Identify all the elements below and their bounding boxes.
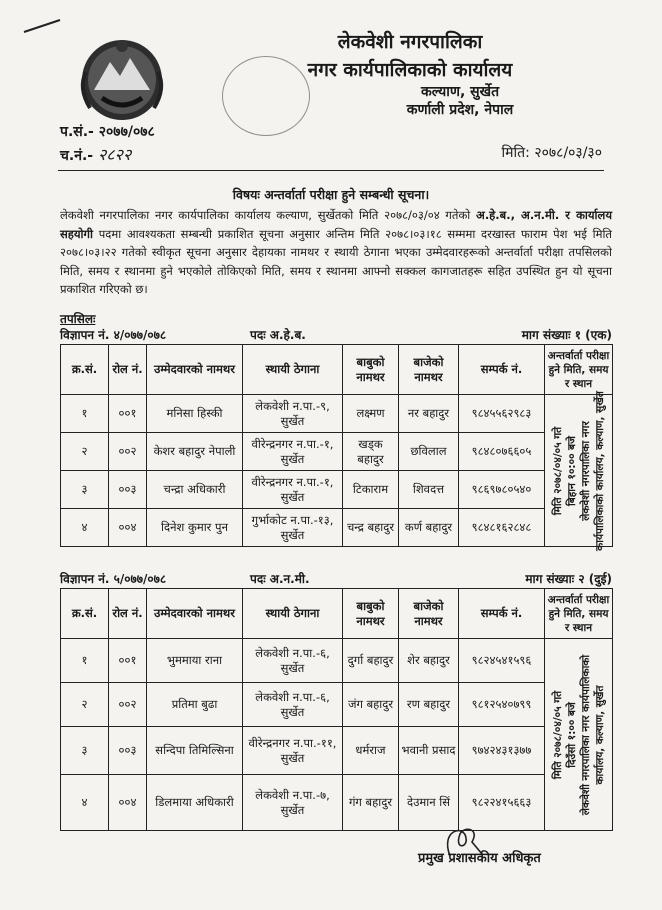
cell-address: वीरेन्द्रनगर न.पा.-११, सुर्खेत	[243, 727, 343, 775]
col-father: बाबुको नामथर	[343, 345, 399, 395]
interview-details	[551, 391, 607, 551]
cell-name: चन्द्रा अधिकारी	[147, 471, 243, 509]
cell-grandfather: शिवदत्त	[399, 471, 459, 509]
dispatch-label: च.नं.-	[60, 148, 94, 164]
advert-number: विज्ञापन नं. ५/०७७/०७८	[60, 572, 167, 586]
post-name: पदः अ.न.मी.	[250, 572, 310, 586]
cell-sn: २	[61, 683, 109, 727]
cell-name: प्रतिमा बुढा	[147, 683, 243, 727]
col-sn: क्र.सं.	[61, 589, 109, 639]
col-sn: क्र.सं.	[61, 345, 109, 395]
cell-roll: ००३	[109, 471, 147, 509]
interview-venue-1: लेकवेशी नगरपालिका नगर कार्यपालिकाको	[579, 654, 592, 815]
advert-row-2	[60, 570, 612, 586]
cell-phone: ९८४८१६२८४८	[459, 509, 545, 547]
office-stamp-icon	[222, 56, 310, 136]
col-roll: रोल नं.	[109, 345, 147, 395]
cell-grandfather: नर बहादुर	[399, 395, 459, 433]
interview-venue-2: कार्यपालिकाको कार्यालय, कल्याण, सुर्खेत	[593, 390, 606, 551]
interview-time: दिउँसो १:०० बजे	[565, 701, 578, 768]
cell-name: मनिसा हिस्की	[147, 395, 243, 433]
interview-time: बिहान १०:०० बजे	[565, 435, 578, 506]
municipality-name: लेकवेशी नगरपालिका	[337, 31, 483, 53]
cell-name: भुममाया राना	[147, 639, 243, 683]
cell-father: टिकाराम	[343, 471, 399, 509]
cell-address: वीरेन्द्रनगर न.पा.-१, सुर्खेत	[243, 433, 343, 471]
cell-sn: ३	[61, 727, 109, 775]
cell-address: वीरेन्द्रनगर न.पा.-१, सुर्खेत	[243, 471, 343, 509]
interview-venue-1: लेकवेशी नगरपालिका नगर	[579, 420, 592, 521]
cell-address: लेकवेशी न.पा.-९, सुर्खेत	[243, 395, 343, 433]
cell-sn: १	[61, 639, 109, 683]
cell-roll: ००२	[109, 683, 147, 727]
demand-count: माग संख्याः २ (दुई)	[525, 572, 612, 586]
cell-sn: १	[61, 395, 109, 433]
cell-father: दुर्गा बहादुर	[343, 639, 399, 683]
cell-address: गुर्भाकोट न.पा.-१३, सुर्खेत	[243, 509, 343, 547]
cell-interview	[545, 390, 613, 551]
col-interview: अन्तर्वार्ता परीक्षा हुने मिति, समय र स्थान	[545, 345, 613, 395]
demand-count: माग संख्याः १ (एक)	[521, 328, 612, 342]
table-row	[61, 639, 613, 683]
nepal-emblem-icon	[72, 28, 172, 128]
cell-name: डिलमाया अधिकारी	[147, 775, 243, 831]
advert-number: विज्ञापन नं. ४/०७७/०७८	[60, 328, 167, 342]
cell-roll: ००३	[109, 727, 147, 775]
advert-row-1	[60, 326, 612, 342]
cell-name: केशर बहादुर नेपाली	[147, 433, 243, 471]
dispatch-number: २८२२	[97, 145, 132, 164]
cell-name: दिनेश कुमार पुन	[147, 509, 243, 547]
interview-venue-2: कार्यालय, कल्याण, सुर्खेत	[593, 684, 606, 785]
cell-roll: ००२	[109, 433, 147, 471]
cell-roll: ००१	[109, 395, 147, 433]
office-location: कल्याण, सुर्खेत	[420, 84, 500, 100]
notice-subject: विषयः अन्तर्वार्ता परीक्षा हुने सम्बन्धी सूचना।	[232, 187, 430, 202]
cell-grandfather: छविलाल	[399, 433, 459, 471]
notice-date: मिति: २०७८/०३/३०	[501, 145, 602, 161]
col-phone: सम्पर्क नं.	[459, 345, 545, 395]
cell-sn: ३	[61, 471, 109, 509]
cell-father: गंग बहादुर	[343, 775, 399, 831]
cell-father: धर्मराज	[343, 727, 399, 775]
cell-address: लेकवेशी न.पा.-६, सुर्खेत	[243, 639, 343, 683]
province-name: कर्णाली प्रदेश, नेपाल	[406, 102, 514, 118]
cell-phone: ९८२२४१५६६३	[459, 775, 545, 831]
fiscal-ref: प.सं.- २०७७/०७८	[60, 124, 155, 140]
cell-grandfather: कर्ण बहादुर	[399, 509, 459, 547]
table-row	[61, 683, 613, 727]
cell-father: खड्क बहादुर	[343, 433, 399, 471]
col-grandfather: बाजेको नामथर	[399, 589, 459, 639]
table-row	[61, 395, 613, 433]
col-phone: सम्पर्क नं.	[459, 589, 545, 639]
cell-sn: ४	[61, 509, 109, 547]
table-row	[61, 433, 613, 471]
cell-grandfather: भवानी प्रसाद	[399, 727, 459, 775]
cell-grandfather: शेर बहादुर	[399, 639, 459, 683]
table-row	[61, 775, 613, 831]
cell-father: जंग बहादुर	[343, 683, 399, 727]
table-row	[61, 471, 613, 509]
interview-date: मिति २०७८/०४/०५ गते	[551, 690, 564, 779]
table-header-row	[61, 589, 613, 639]
cell-phone: ९८४८०७६६०५	[459, 433, 545, 471]
cell-father: चन्द्र बहादुर	[343, 509, 399, 547]
col-grandfather: बाजेको नामथर	[399, 345, 459, 395]
col-address: स्थायी ठेगाना	[243, 589, 343, 639]
col-address: स्थायी ठेगाना	[243, 345, 343, 395]
cell-phone: ९८२४५४१५९६	[459, 639, 545, 683]
notice-body	[60, 206, 612, 299]
cell-phone: ९७४२४३१३७७	[459, 727, 545, 775]
table-header-row	[61, 345, 613, 395]
cell-sn: २	[61, 433, 109, 471]
cell-grandfather: रण बहादुर	[399, 683, 459, 727]
post-name: पदः अ.हे.ब.	[250, 328, 306, 342]
signatory-title: प्रमुख प्रशासकीय अधिकृत	[418, 851, 541, 866]
tapsil-label: तपसिलः	[60, 312, 96, 326]
cell-interview	[545, 639, 613, 831]
body-part-2: पदमा आवश्यकता सम्बन्धी प्रकाशित सूचना अनुसार अन्तिम मिति २०७८।०३।१८ सम्ममा दरखास्त फाराम पेश भई मिति २०७८।०३।२२ गतेको स्वीकृत सूचना अनुसार देहायका नामथर र स्थायी ठेगाना भएका उम्मेदवारहरूको अन्तर्वार्ता परीक्षा तपसिलको मिति, समय र स्थानमा हुने भएकोले तोकिएको मिति, समय र स्थानमा आफ्नो सक्कल कागजातहरू सहित उपस्थित हुन यो सूचना प्रकाशित गरिएको छ।	[60, 226, 612, 296]
col-name: उम्मेदवारको नामथर	[147, 589, 243, 639]
cell-phone: ९८६९७८०५४०	[459, 471, 545, 509]
dispatch-ref	[60, 143, 131, 165]
candidate-table-1	[60, 344, 613, 551]
cell-roll: ००४	[109, 775, 147, 831]
cell-address: लेकवेशी न.पा.-६, सुर्खेत	[243, 683, 343, 727]
table-row	[61, 727, 613, 775]
interview-details	[551, 654, 607, 814]
office-name: नगर कार्यपालिकाको कार्यालय	[307, 59, 513, 81]
cell-phone: ९८१२५४०७९९	[459, 683, 545, 727]
table-row	[61, 509, 613, 547]
cell-phone: ९८४५५६२९८३	[459, 395, 545, 433]
cell-roll: ००१	[109, 639, 147, 683]
cell-father: लक्ष्मण	[343, 395, 399, 433]
col-roll: रोल नं.	[109, 589, 147, 639]
body-posts: अ.हे.ब., अ.न.मी. र कार्यालय सहयोगी	[60, 208, 612, 241]
cell-address: लेकवेशी न.पा.-७, सुर्खेत	[243, 775, 343, 831]
col-interview: अन्तर्वार्ता परीक्षा हुने मिति, समय र स्थान	[545, 589, 613, 639]
body-part-1: लेकवेशी नगरपालिका नगर कार्यपालिका कार्यालय कल्याण, सुर्खेतको मिति २०७८/०३/०४ गतेको	[60, 208, 477, 222]
cell-roll: ००४	[109, 509, 147, 547]
col-name: उम्मेदवारको नामथर	[147, 345, 243, 395]
corner-mark	[22, 18, 62, 34]
header-divider	[58, 170, 604, 171]
col-father: बाबुको नामथर	[343, 589, 399, 639]
cell-grandfather: देउमान सिं	[399, 775, 459, 831]
cell-name: सन्दिपा तिमिल्सिना	[147, 727, 243, 775]
cell-sn: ४	[61, 775, 109, 831]
candidate-table-2	[60, 588, 613, 831]
interview-date: मिति २०७८/०४/०५ गते	[551, 426, 564, 515]
